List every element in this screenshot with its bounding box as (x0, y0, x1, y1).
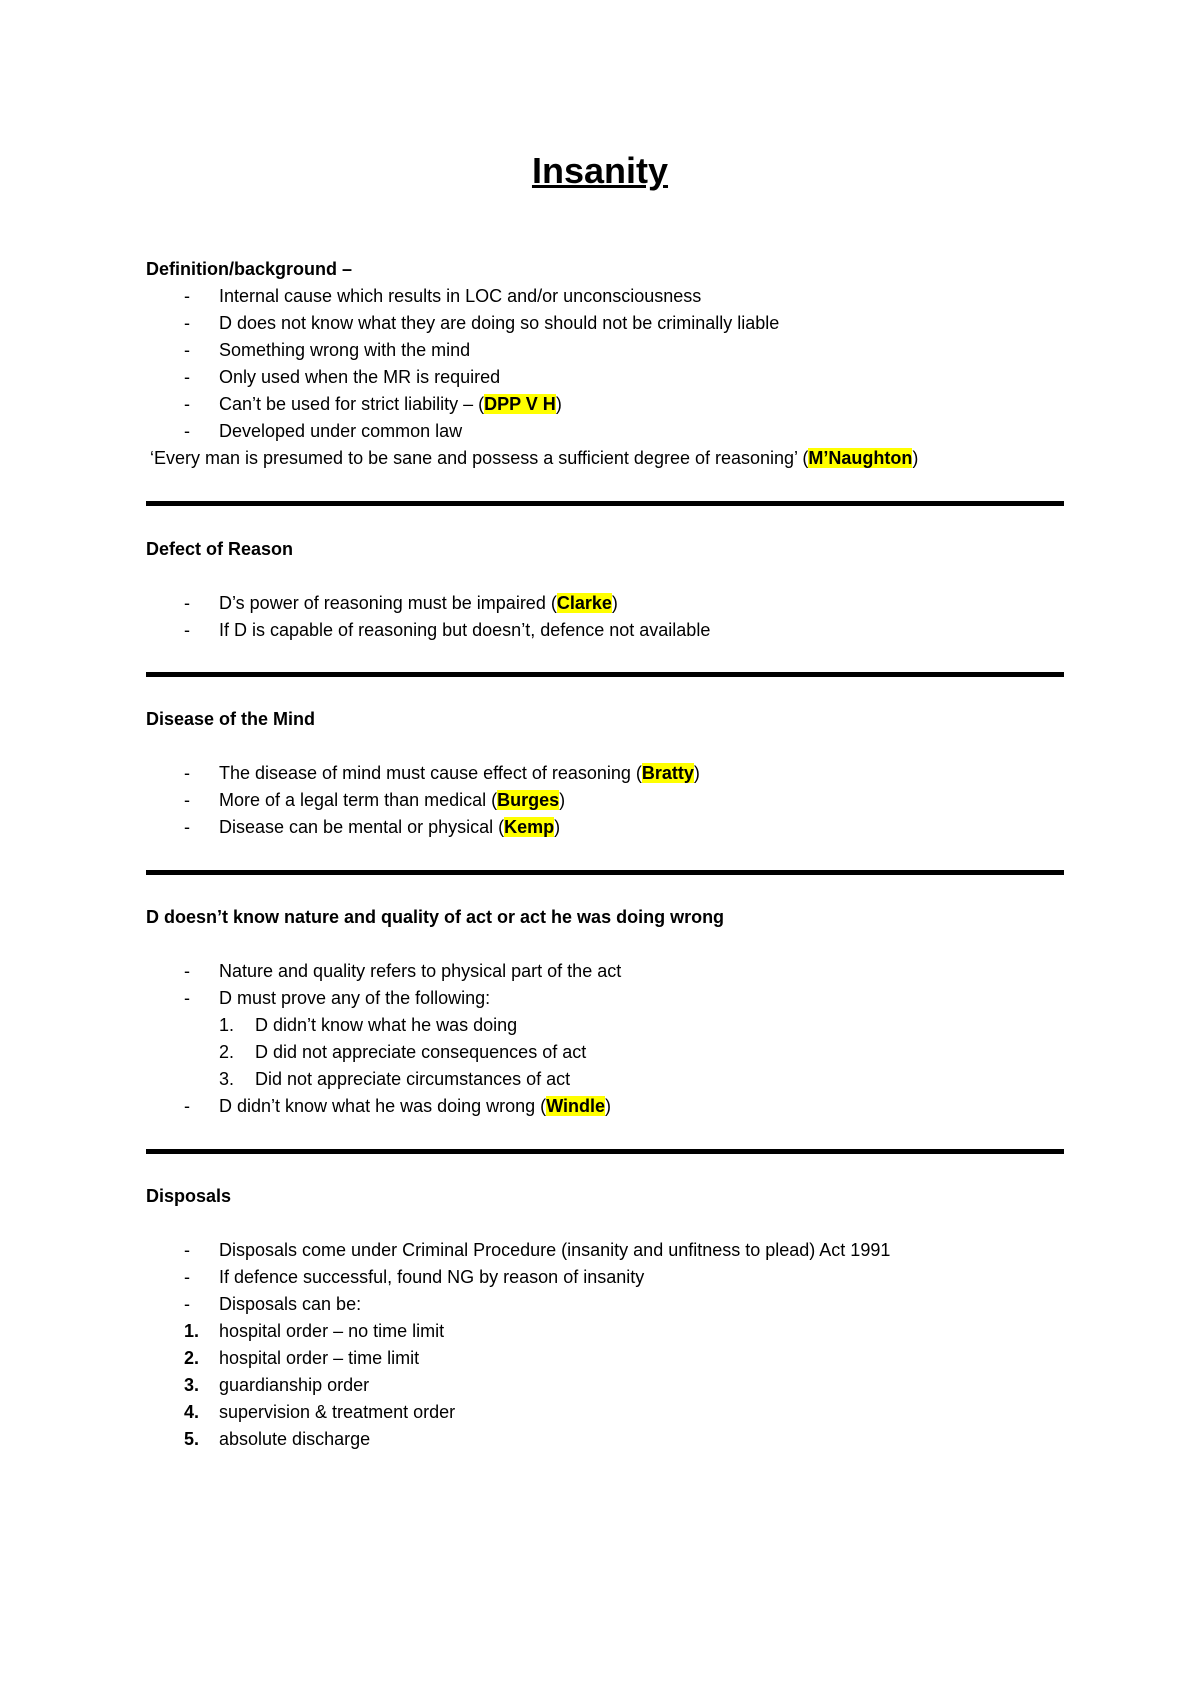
section-defect-of-reason (146, 536, 1066, 644)
numbered-item-number: 4. (184, 1402, 200, 1422)
numbered-item-text: supervision & treatment order (219, 1402, 456, 1422)
list-item-lead: D didn’t know what he was doing wrong ( (219, 1096, 547, 1116)
section-divider (146, 501, 1064, 506)
close-paren: ) (559, 790, 566, 810)
close-paren: ) (693, 763, 700, 783)
bullet-dash: - (184, 620, 190, 640)
list-item (146, 337, 1066, 364)
list-item-text: If D is capable of reasoning but doesn’t, defence not available (219, 620, 711, 640)
numbered-item-text: guardianship order (219, 1375, 370, 1395)
list-item (146, 760, 1066, 787)
bullet-dash: - (184, 1294, 190, 1314)
case-highlight-burges: Burges (497, 790, 560, 810)
bullet-dash: - (184, 340, 190, 360)
numbered-item-text: absolute discharge (219, 1429, 371, 1449)
list-item (146, 617, 1066, 644)
sub-list-item (146, 1066, 1066, 1093)
numbered-item (146, 1318, 1066, 1345)
numbered-item-number: 3. (184, 1375, 200, 1395)
sub-list-item (146, 1012, 1066, 1039)
section-divider (146, 672, 1064, 677)
list-item (146, 985, 1066, 1012)
bullet-dash: - (184, 790, 190, 810)
bullet-dash: - (184, 367, 190, 387)
bullet-dash: - (184, 817, 190, 837)
bullet-dash: - (184, 988, 190, 1008)
numbered-item (146, 1345, 1066, 1372)
bullet-dash: - (184, 763, 190, 783)
bullet-dash: - (184, 1096, 190, 1116)
sub-list-number: 2. (219, 1042, 235, 1062)
list-item (146, 590, 1066, 617)
list-item (146, 1264, 1066, 1291)
section-heading: Definition/background – (146, 259, 353, 279)
sub-list-text: Did not appreciate circumstances of act (255, 1069, 571, 1089)
list-item-text: Developed under common law (219, 421, 463, 441)
bullet-dash: - (184, 313, 190, 333)
bullet-dash: - (184, 1240, 190, 1260)
quote-lead: ‘Every man is presumed to be sane and possess a sufficient degree of reasoning’ ( (150, 448, 809, 468)
list-item-text: Only used when the MR is required (219, 367, 501, 387)
sub-list-item (146, 1039, 1066, 1066)
numbered-item (146, 1399, 1066, 1426)
numbered-item-text: hospital order – time limit (219, 1348, 420, 1368)
section-heading: Defect of Reason (146, 539, 294, 559)
close-paren: ) (554, 817, 561, 837)
list-item-lead: The disease of mind must cause effect of reasoning ( (219, 763, 642, 783)
list-item-text: Disposals come under Criminal Procedure (insanity and unfitness to plead) Act 1991 (219, 1240, 891, 1260)
numbered-item-number: 5. (184, 1429, 200, 1449)
sub-list-number: 3. (219, 1069, 235, 1089)
numbered-item (146, 1426, 1066, 1453)
list-item (146, 283, 1066, 310)
quote-line (146, 445, 1066, 472)
section-disease-of-mind (146, 706, 1066, 841)
case-highlight-clarke: Clarke (556, 593, 612, 613)
list-item (146, 364, 1066, 391)
section-heading: Disease of the Mind (146, 709, 316, 729)
list-item-text (219, 787, 565, 814)
list-item-text (219, 590, 618, 617)
numbered-item-number: 2. (184, 1348, 200, 1368)
list-item-lead: Disease can be mental or physical ( (219, 817, 505, 837)
numbered-item-number: 1. (184, 1321, 200, 1341)
list-item-text (219, 391, 562, 418)
bullet-dash: - (184, 286, 190, 306)
section-heading: Disposals (146, 1186, 232, 1206)
list-item (146, 814, 1066, 841)
close-paren: ) (611, 593, 618, 613)
bullet-dash: - (184, 394, 190, 414)
case-highlight-bratty: Bratty (641, 763, 694, 783)
bullet-dash: - (184, 593, 190, 613)
section-heading: D doesn’t know nature and quality of act or act he was doing wrong (146, 907, 725, 927)
section-divider (146, 1149, 1064, 1154)
list-item-text: If defence successful, found NG by reason of insanity (219, 1267, 645, 1287)
quote-text (150, 448, 918, 468)
list-item-text (219, 814, 560, 841)
bullet-dash: - (184, 1267, 190, 1287)
section-nature-and-quality (146, 904, 1066, 1120)
numbered-item-text: hospital order – no time limit (219, 1321, 445, 1341)
list-item-lead: D’s power of reasoning must be impaired ( (219, 593, 557, 613)
list-item-text: Something wrong with the mind (219, 340, 471, 360)
case-highlight-windle: Windle (546, 1096, 606, 1116)
list-item (146, 1237, 1066, 1264)
numbered-item (146, 1372, 1066, 1399)
list-item (146, 391, 1066, 418)
list-item-lead: Can’t be used for strict liability – ( (219, 394, 485, 414)
sub-list-text: D did not appreciate consequences of act (255, 1042, 587, 1062)
case-highlight-mnaughton: M’Naughton (808, 448, 913, 468)
list-item (146, 958, 1066, 985)
section-definition (146, 256, 1066, 472)
section-disposals (146, 1183, 1066, 1453)
section-divider (146, 870, 1064, 875)
case-highlight-dpp-v-h: DPP V H (484, 394, 556, 414)
list-item-text: Internal cause which results in LOC and/or unconsciousness (219, 286, 702, 306)
bullet-dash: - (184, 961, 190, 981)
sub-list-number: 1. (219, 1015, 235, 1035)
close-paren: ) (555, 394, 562, 414)
close-paren: ) (912, 448, 919, 468)
list-item-text: D does not know what they are doing so should not be criminally liable (219, 313, 780, 333)
list-item (146, 310, 1066, 337)
list-item-text (219, 760, 700, 787)
bullet-dash: - (184, 421, 190, 441)
list-item-lead: More of a legal term than medical ( (219, 790, 498, 810)
list-item-text (219, 1093, 611, 1120)
page-title: Insanity (531, 150, 669, 191)
list-item-text: Disposals can be: (219, 1294, 362, 1314)
list-item (146, 787, 1066, 814)
case-highlight-kemp: Kemp (504, 817, 555, 837)
sub-list-text: D didn’t know what he was doing (255, 1015, 518, 1035)
list-item-text: D must prove any of the following: (219, 988, 491, 1008)
list-item-text: Nature and quality refers to physical part of the act (219, 961, 622, 981)
list-item (146, 1093, 1066, 1120)
list-item (146, 418, 1066, 445)
close-paren: ) (605, 1096, 612, 1116)
list-item (146, 1291, 1066, 1318)
